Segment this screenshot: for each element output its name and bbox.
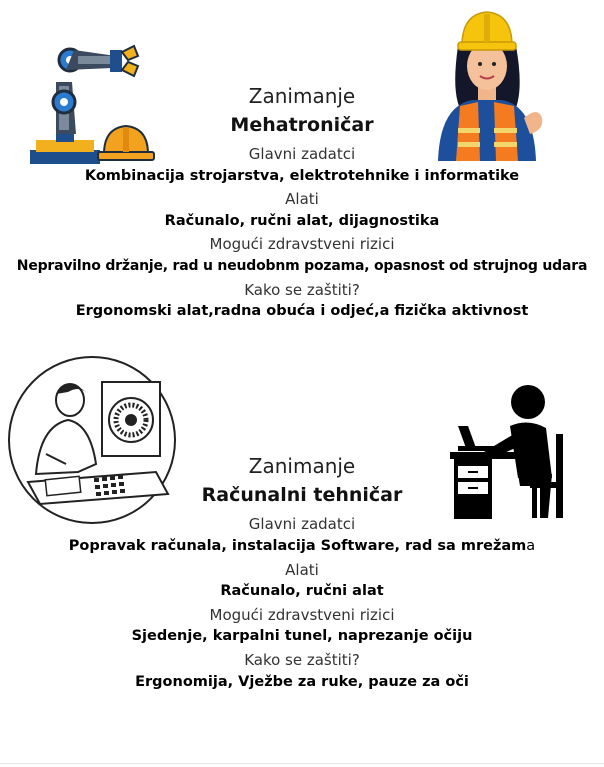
tools-value: Računalo, ručni alat, dijagnostika [164,213,440,229]
tasks-label: Glavni zadatci [248,515,356,533]
protection-value: Ergonomija, Vježbe za ruke, pauze za oči [135,674,469,690]
risks-label: Mogući zdravstveni rizici [209,606,395,624]
tasks-value-last: a [526,538,536,554]
tasks-value [0,538,604,554]
risks-value: Sjedenje, karpalni tunel, naprezanje očiju [131,628,473,644]
tools-value: Računalo, ručni alat [220,583,384,599]
protection-value: Ergonomski alat,radna obuća i odjeć,a fizička aktivnost [75,303,529,319]
occupation-label: Zanimanje [248,84,356,108]
tasks-value-main: Popravak računala, instalacija Software, rad sa mrežam [68,538,527,554]
page-bottom-divider [0,763,604,764]
risks-value: Nepravilno držanje, rad u neudobnm pozama, opasnost od strujnog udara [16,258,588,274]
risks-label: Mogući zdravstveni rizici [209,235,395,253]
protection-label: Kako se zaštiti? [244,281,360,299]
protection-label: Kako se zaštiti? [244,651,360,669]
tools-label: Alati [285,190,319,208]
occupation-title: Mehatroničar [230,114,374,136]
occupation-label: Zanimanje [248,454,356,478]
tools-label: Alati [285,561,319,579]
occupation-title: Računalni tehničar [201,484,403,506]
tasks-label: Glavni zadatci [248,145,356,163]
tasks-value: Kombinacija strojarstva, elektrotehnike i informatike [84,168,520,184]
